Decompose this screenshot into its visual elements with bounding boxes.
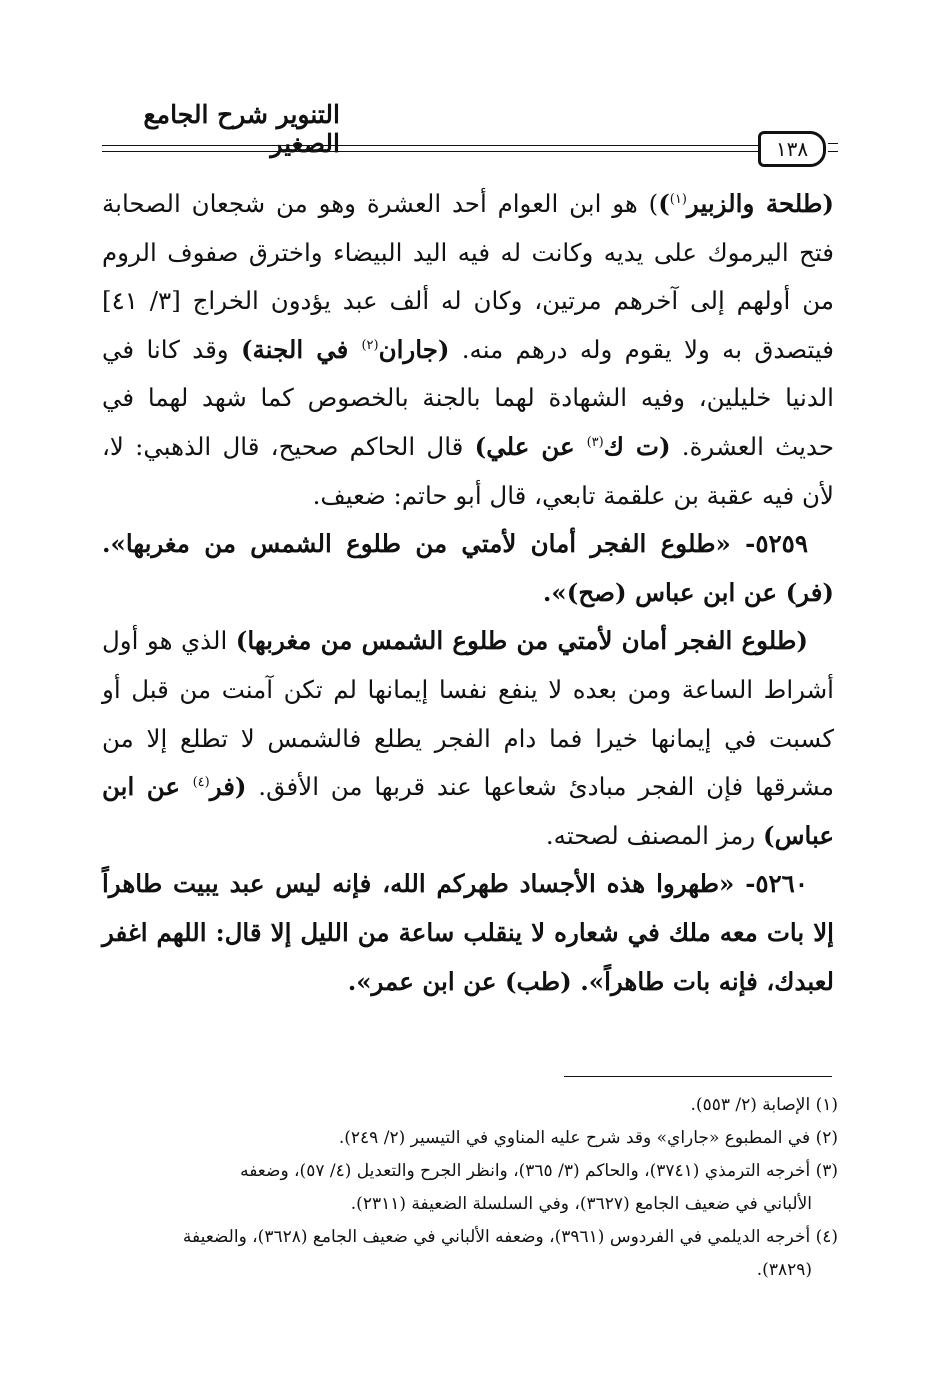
footnote-3-continued: الألباني في ضعيف الجامع (٣٦٢٧)، وفي السلسلة الضعيفة (٢٣١١). <box>350 1194 812 1214</box>
footnote-ref-3[interactable]: (٣) <box>586 434 604 450</box>
footnotes <box>102 1090 838 1288</box>
page-number: ١٣٨ <box>758 131 826 167</box>
main-text <box>102 180 834 1006</box>
source-ibn-abbas: عن ابن عباس) <box>102 772 834 850</box>
commentary-text: قال الحاكم صحيح، قال الذهبي: لا، لأن فيه عقبة بن علقمة تابعي، قال أبو حاتم: ضعيف. <box>102 431 834 510</box>
footnote-4-continued: (٣٨٢٩). <box>756 1260 812 1280</box>
footnote-separator <box>564 1076 832 1077</box>
header-rule-top <box>102 145 762 146</box>
footnote-1: (١) الإصابة (٢/ ٥٥٣). <box>690 1095 838 1115</box>
lemma-fil-janna: في الجنة) <box>240 334 362 364</box>
footnote-ref-4[interactable]: (٤) <box>192 774 210 790</box>
commentary-text: الذي هو أول أشراط الساعة ومن بعده لا ينفع نفسا إيمانها لم تكن آمنت من قبل أو كسبت في إيمانها خيرا فما دام الفجر يطلع فالشمس لا تطلع إلا من مشرقها فإن الفجر مبادئ شعاعها عند قربها من الأفق. <box>102 626 834 802</box>
header-rule-bottom <box>102 151 762 152</box>
lemma-jaran: (جاران <box>378 334 450 364</box>
commentary-text: ) هو ابن العوام أحد العشرة وهو من شجعان الصحابة فتح اليرموك على يديه وكانت له فيه اليد البيضاء واخترق صفوف الروم من أولهم إلى آخرهم مرتين، وكان له ألف عبد يؤدون الخراج [٣/ ٤١] فيتصدق به ولا يقوم وله درهم منه. <box>102 189 835 364</box>
lemma-tulu-alfajr: (طلوع الفجر أمان لأمتي من طلوع الشمس من مغربها) <box>235 626 808 656</box>
source-fr: (فر <box>209 772 247 802</box>
commentary-paragraph-2 <box>102 617 834 860</box>
footnote-ref-1[interactable]: (١) <box>669 191 687 207</box>
source-tk: (ت ك <box>603 431 671 461</box>
footnote-3: (٣) أخرجه الترمذي (٣٧٤١)، والحاكم (٣/ ٣٦٥)، وانظر الجرح والتعديل (٤/ ٥٧)، وضعفه <box>240 1161 838 1181</box>
commentary-text: وقد كانا في الدنيا خليلين، وفيه الشهادة لهما بالجنة بالخصوص كما شهد لهما في حديث العشرة. <box>102 334 835 461</box>
commentary-text: رمز المصنف لصحته. <box>545 820 764 850</box>
running-title: التنوير شرح الجامع الصغير <box>143 100 340 158</box>
source-an-ali: عن علي) <box>474 431 587 461</box>
footnote-4: (٤) أخرجه الديلمي في الفردوس (٣٩٦١)، وضعفه الألباني في ضعيف الجامع (٣٦٢٨)، والضعيفة <box>182 1227 838 1247</box>
footnote-ref-2[interactable]: (٢) <box>361 337 379 353</box>
lemma-talha-zubair: (طلحة والزبير <box>686 189 834 218</box>
hadith-5260: ٥٢٦٠- «طهروا هذه الأجساد طهركم الله، فإنه ليس عبد يبيت طاهراً إلا بات معه ملك في شعاره لا ينقلب ساعة من الليل إلا قال: اللهم اغفر لعبدك، فإنه بات طاهراً». (طب) عن ابن عمر». <box>102 869 834 996</box>
page-number-ornament <box>828 143 838 152</box>
commentary-paragraph-1: (طلحة والزبير$^{(١)}$)) هو ابن العوام أحد العشرة وهو من شجعان الصحابة فتح اليرموك على يديه وكانت له فيه اليد البيضاء واخترق صفوف الروم من أولهم إلى آخرهم مرتين، وكان له ألف عبد يؤدون الخراج [٣/ ٤١] فيتصدق به ولا يقوم وله درهم منه. (جاران$^{(٢)}$ في الجنة) وقد كانا في الدنيا خليلين، وفيه الشهادة لهما بالجنة بالخصوص كما شهد لهما في حديث العشرة. (ت ك$^{(٣)}$ عن علي) قال الحاكم صحيح، قال الذهبي: لا، لأن فيه عقبة بن علقمة تابعي، قال أبو حاتم: ضعيف. <box>102 189 835 510</box>
footnote-2: (٢) في المطبوع «جاراي» وقد شرح عليه المناوي في التيسير (٢/ ٢٤٩). <box>338 1128 838 1148</box>
hadith-5259: ٥٢٥٩- «طلوع الفجر أمان لأمتي من طلوع الشمس من مغربها». (فر) عن ابن عباس (صح)». <box>102 529 834 607</box>
